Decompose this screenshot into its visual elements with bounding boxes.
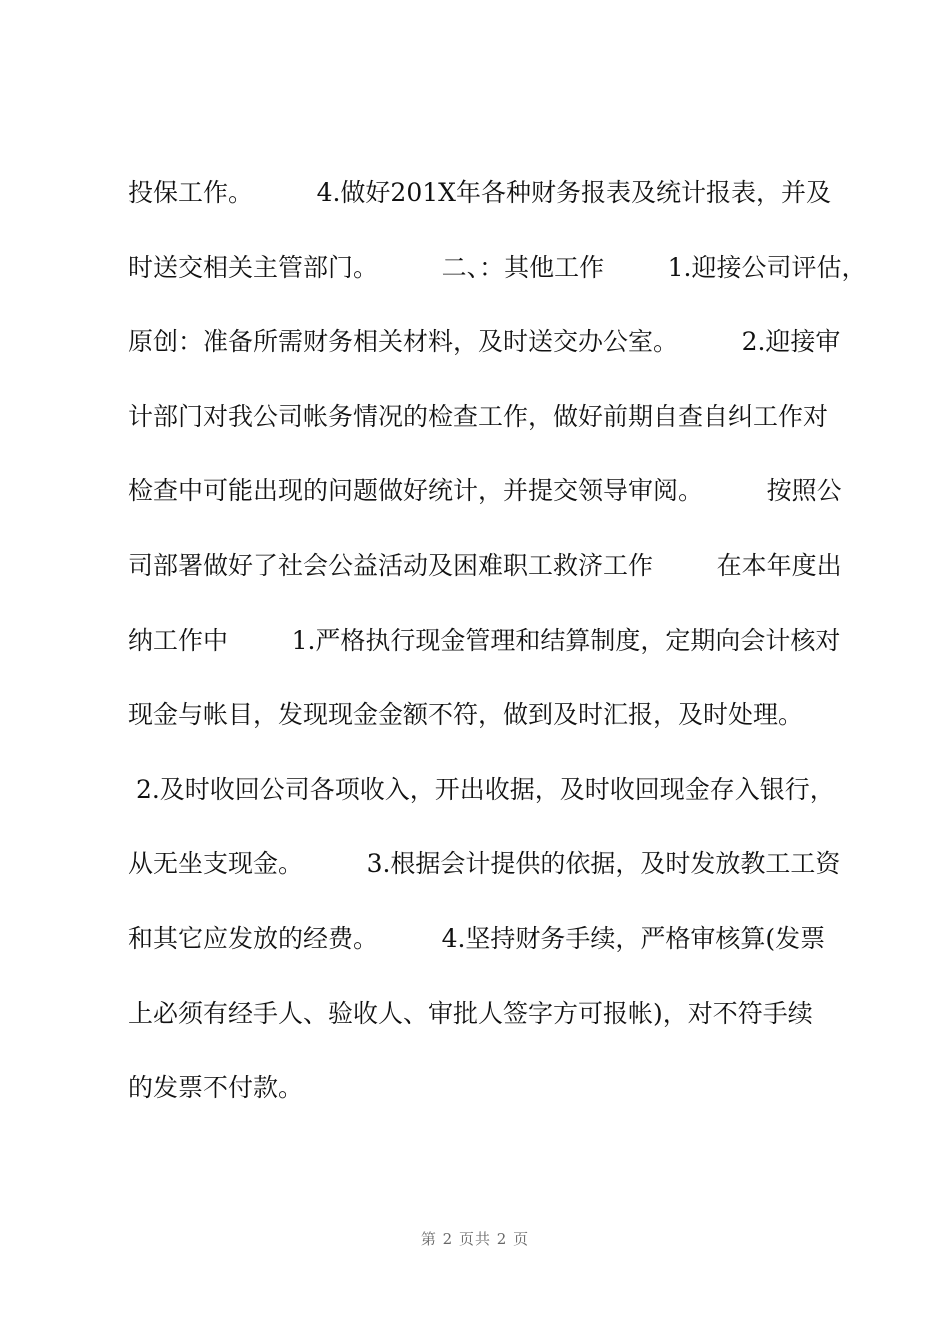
text-line: 从无坐支现金。 3.根据会计提供的依据，及时发放教工工资 (128, 849, 841, 879)
text-line: 司部署做好了社会公益活动及困难职工救济工作 在本年度出 (128, 550, 842, 580)
text-line: 和其它应发放的经费。 4.坚持财务手续，严格审核算(发票 (128, 923, 826, 953)
text-line: 计部门对我公司帐务情况的检查工作，做好前期自查自纠工作对 (128, 401, 829, 431)
text-line: 纳工作中 1.严格执行现金管理和结算制度，定期向会计核对 (128, 625, 841, 655)
text-line: 检查中可能出现的问题做好统计，并提交领导审阅。 按照公 (128, 476, 842, 506)
text-line: 时送交相关主管部门。 二、：其他工作 1.迎接公司评估， (128, 252, 867, 282)
text-line: 现金与帐目，发现现金金额不符，做到及时汇报，及时处理。 (128, 700, 804, 730)
text-line: 上必须有经手人、验收人、审批人签字方可报帐)，对不符手续 (128, 998, 813, 1028)
body-text (128, 170, 867, 1140)
text-line: 2.及时收回公司各项收入，开出收据，及时收回现金存入银行， (128, 774, 835, 804)
text-line: 的发票不付款。 (128, 1073, 304, 1103)
text-line: 原创：准备所需财务相关材料，及时送交办公室。 2.迎接审 (128, 327, 841, 357)
text-line: 投保工作。 4.做好201X年各种财务报表及统计报表，并及 (128, 178, 831, 207)
page-number-footer: 第 2 页共 2 页 (420, 1230, 530, 1248)
